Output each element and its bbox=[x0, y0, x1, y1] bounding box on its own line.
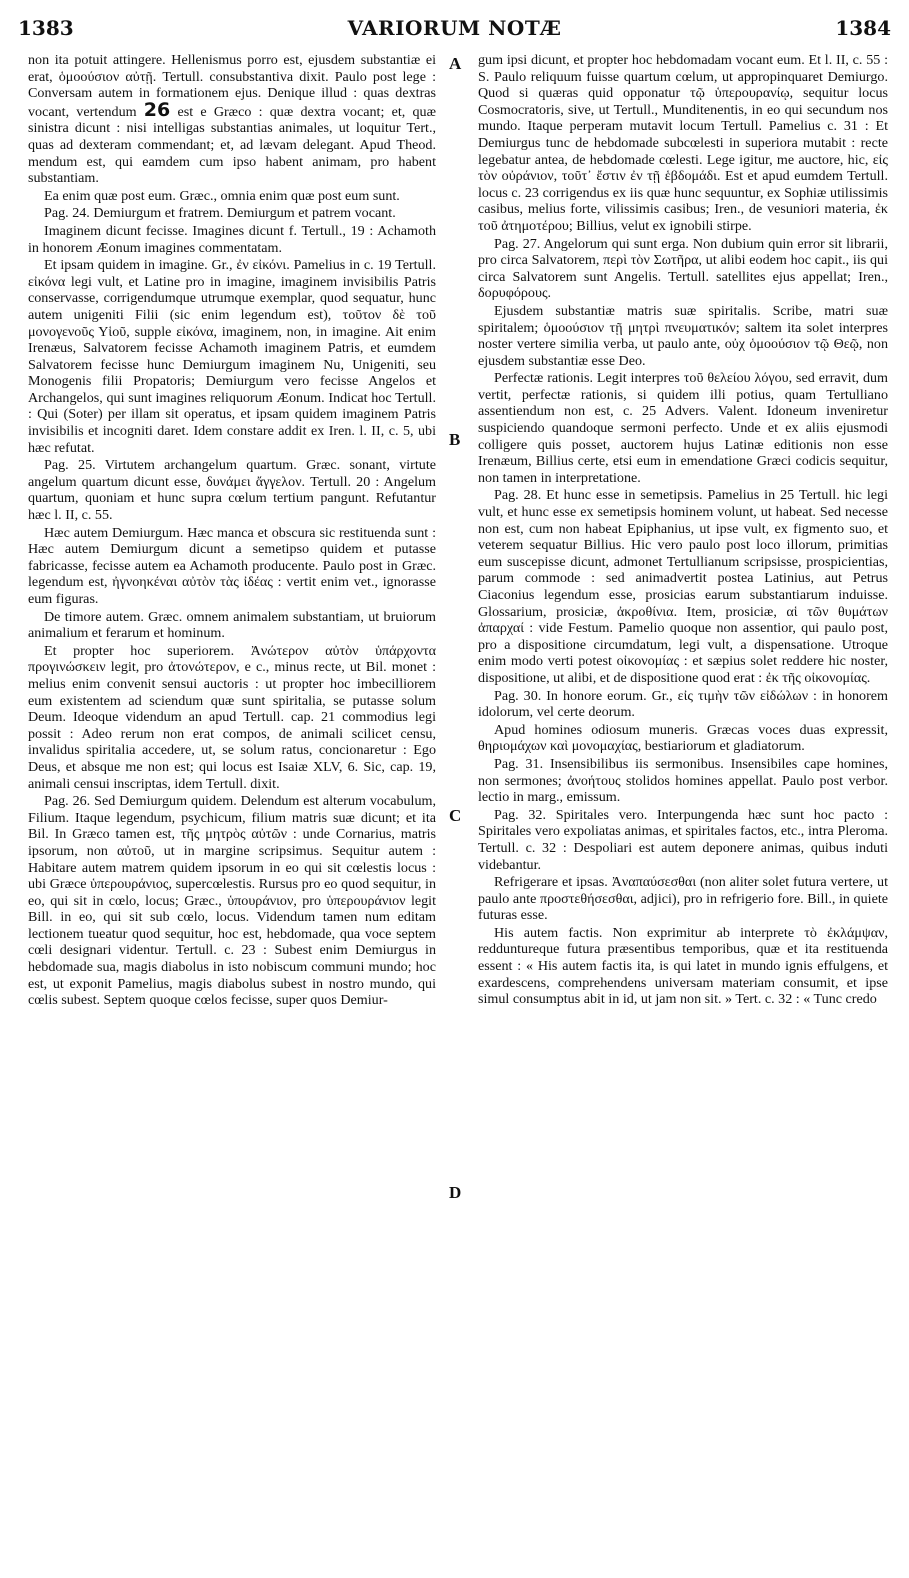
left-paragraph: Pag. 24. Demiurgum et fratrem. Demiurgum et patrem vocant. bbox=[44, 205, 396, 222]
right-paragraph: gum ipsi dicunt, et propter hoc hebdomadam vocant eum. Et l. II, c. 55 : S. Paulo reliquum fuisse quartum cœlum, ut appropinquaret Demiurgo. Quod si quæras quid opponatur τῷ ὑπερουρανίῳ, sequitur locus Cosmocratoris, sive, ut Tertull., Munditenentis, in eo qui secundum nos mundo. Itaque perperam mutavit locum Tertull. Pamelius c. 31 : Et Demiurgus tunc de hebdomade subcœlesti in superiora mutabit : recte legebatur antea, de hebdomade cœlesti. Lege igitur, me auctore, hic, εἰς τὸν οὐράνιον, τοῦτ᾽ ἔστιν ἐν τῇ ἑβδομάδι. Est et apud eumdem Tertull. locus c. 23 corrigendus ex iis quæ hunc sequuntur, ex Sophiæ utilissimis casibus, melius forte, vilissimis casibus; Iren., de vesuniori materia, ἐκ τοῦ ἀτημοτέρου; Billius, velut ex ignobili stirpe. bbox=[478, 52, 888, 234]
right-paragraph: Pag. 30. In honore eorum. Gr., εἰς τιμὴν τῶν εἰδώλων : in honorem idolorum, vel certe deorum. bbox=[478, 687, 888, 721]
running-title: VARIORUM NOTÆ bbox=[347, 16, 562, 40]
inline-figure-number: 26 bbox=[143, 98, 171, 121]
left-paragraph: Imaginem dicunt fecisse. Imagines dicunt f. Tertull., 19 : Achamoth in honorem Æonum imagines commentatam. bbox=[28, 222, 436, 256]
right-paragraph: Refrigerare et ipsas. Ἀναπαύσεσθαι (non aliter solet futura vertere, ut paulo ante προστεθήσεσθαι, adjici), pro in refrigerio fore. Bill., in quiete futuras esse. bbox=[478, 874, 888, 924]
right-paragraph: Pag. 32. Spiritales vero. Interpungenda hæc sunt hoc pacto : Spiritales vero expoliatas animas, et spiritales factos, etc., intra Pleroma. Tertull. c. 32 : Despoliari est autem deponere animas, quibus induti videbantur. bbox=[478, 806, 888, 873]
right-paragraph: Pag. 27. Angelorum qui sunt erga. Non dubium quin error sit librarii, pro circa Salvatorem, περὶ τὸν Σωτῆρα, ut alibi eodem hoc capit., iis qui circa Salvatorem sunt Angelis. Tertull. satellites ejus appellat; Iren., δορυφόρους. bbox=[478, 235, 888, 302]
left-paragraph: Et ipsam quidem in imagine. Gr., ἐν εἰκόνι. Pamelius in c. 19 Tertull. εἰκόνα legi vult, et Latine pro in imagine, imaginem invisibilis Patris conservasse, corrigendumque utrumque exemplar, quod sequatur, hunc autem unigeniti Filii (sic enim legendum est), τοῦτον δὲ τοῦ μονογενοῦς Υἱοῦ, supple εἰκόνα, imaginem, non, in imagine. Ait enim Irenæus, Salvatorem fecisse Achamoth imaginem Patris, et eumdem Salvatorem fecisse hunc Demiurgum imaginem Nu, Unigeniti, seu Monogenis filii Propatoris; Demiurgum vero fecisse Angelos et Archangelos, qui sunt imagines reliquorum Æonum. Indicat hoc Tertull. : Qui (Soter) per illam sit operatus, et ipsam quidem imaginem Patris invisibilis et incogniti daret. Idem constare addit ex Iren. l. II, c. 5, ubi hæc refutat. bbox=[28, 257, 436, 456]
left-paragraph: est e Græco : quæ dextra vocant; et, quæ sinistra dicunt : nisi intelligas substantias animales, ut loquitur Tert., quas ad dexteram commendant; et, ad lævam delegant. Apud Theod. mendum est, qui eamdem cum ipso habent animam, pro habent substantiam. bbox=[28, 103, 436, 187]
right-paragraph: Perfectæ rationis. Legit interpres τοῦ θελείου λόγου, sed erravit, dum vertit, perfectæ rationis, si quidem illi potius, quam Tertulliano assentiendum non est, c. 25 Advers. Valent. Idoneum inveniretur suspiciendo quandoque sermoni perfecto. Unde et ex aliis ejusmodi colligere quis posset, auctorem hujus Latinæ editionis non esse Irenæum, Billius certe, etsi eum in emendatione Græci codicis sequitur, non tamen in interpretatione. bbox=[478, 370, 888, 486]
right-column bbox=[478, 52, 888, 1562]
left-column bbox=[28, 52, 436, 1562]
left-paragraph: Pag. 25. Virtutem archangelum quartum. Græc. sonant, virtute angelum quartum dicunt esse, δυνάμει ἄγγελον. Tertull. 20 : Angelum quartum, quoniam et hunc supra cœlum tertium pangunt. Refutantur hæc l. II, c. 55. bbox=[28, 457, 436, 524]
margin-letter-d: D bbox=[449, 1183, 462, 1202]
right-paragraph: Pag. 28. Et hunc esse in semetipsis. Pamelius in 25 Tertull. hic legi vult, et hunc esse ex semetipsis hominem volunt, ut habeat. Sed necesse non est, cum non habeat Epiphanius, ut ipse vult, ex figmento suo, et veterem sequatur Billius. Hic vero paulo post loco illorum, primitias eum suscepisse dicunt, admonet Tertullianum scripsisse, prospicientias, parum commode : sed animadvertit postea Latinius, aut Petrus Ciaconius legendum esse, prosicias earum substantiarum induisse. Glossarium, prosiciæ, ἀκροθίνια. Item, prosiciæ, αἱ τῶν θυμάτων ἀπαρχαί : vide Festum. Pamelio quoque non assentior, qui paulo post, pro a dispositione circumdatum, legi vult, a dispensatione. Utroque enim modo verti potest οἰκονομίας : et sæpius solet reddere hic noster, dispositione, ut alibi, et de dispositione quod erat : ἐκ τῆς οἰκονομίας. bbox=[478, 487, 888, 686]
left-paragraph: Et propter hoc superiorem. Ἀνώτερον αὐτὸν ὑπάρχοντα προγινώσκειν legit, pro ἀτονώτερον, e c., minus recte, ut Bil. monet : melius enim convenit sensui auctoris : ut propter hoc imbecilliorem eum existentem ad sciendum quæ sunt spiritalia, se putasse solum Deum. Ideoque videndum an apud Tertull. cap. 21 commodius legi possit : Adeo rerum non erat compos, de animali scilicet censu, invalidus spiritalia accedere, ut, se solum ratus, concionaretur : Ego Deus, et absque me non est; qui locus est Isaiæ XLV, 6. Sic, cap. 19, animali censui inscriptas, idem Tertull. dixit. bbox=[28, 642, 436, 792]
running-header bbox=[18, 12, 891, 46]
left-paragraph: Hæc autem Demiurgum. Hæc manca et obscura sic restituenda sunt : Hæc autem Demiurgum dicunt a semetipso quidem et putasse fabricasse, fecisse autem ea Achamoth producente. Paulo post in Græc. legendum est, ἠγνοηκέναι αὐτὸν τὰς ἰδέας : vertit enim vet., ignorasse eum figuras. bbox=[28, 524, 436, 607]
left-paragraph: non ita potuit attingere. Hellenismus porro est, ejusdem substantiæ ei erat, ὁμοούσιον αὐτῇ. Tertull. consubstantiva dixit. Paulo post lege : Conversam autem in formationem ejus. Denique illud : quas dextras vocant, vertendum 26 est e Græco : quæ dextra vocant; et, quæ sinistra dicunt : nisi intelligas substantias animales, ut loquitur Tert., quas ad dexteram commendant; et, ad lævam delegant. Apud Theod. mendum est, qui eamdem cum ipso habent animam, pro habent substantiam. bbox=[28, 52, 436, 187]
right-paragraph: Apud homines odiosum muneris. Græcas voces duas expressit, θηριομάχων καὶ μονομαχίας, bestiariorum et gladiatorum. bbox=[478, 721, 888, 755]
right-paragraph: Pag. 31. Insensibilibus iis sermonibus. Insensibiles cape homines, non sermones; ἀνοήτους stolidos homines appellat. Paulo post verbor. lectio in marg., emissum. bbox=[478, 755, 888, 806]
page-number-right: 1384 bbox=[835, 16, 891, 40]
page-number-left: 1383 bbox=[18, 16, 74, 40]
margin-letter-c: C bbox=[449, 806, 462, 825]
margin-letter-b: B bbox=[449, 430, 461, 449]
right-paragraph: Ejusdem substantiæ matris suæ spiritalis. Scribe, matri suæ spiritalem; ὁμοούσιον τῇ μητρὶ πνευματικόν; saltem ita solet interpres noster vertere similia verba, ut paulo ante, οὐχ ὁμοούσιον τῷ Θεῷ, non ejusdem substantiæ esse Deo. bbox=[478, 302, 888, 369]
left-paragraph: Pag. 26. Sed Demiurgum quidem. Delendum est alterum vocabulum, Filium. Itaque legendum, psychicum, filium matris suæ dicunt; et ita Bil. In Græco tamen est, τῆς μητρὸς αὐτῶν : unde Cornarius, matris ipsorum, non αὐτοῦ, ut in margine scripsimus. Sequitur autem : Habitare autem matrem quidem ipsorum in eo qui sit cœlestis locus : ubi Græce ὑπερουράνιος, supercœlestis. Rursus pro eo quod sequitur, in eo, qui sit in cœlo, locus; Græc., ὑπουράνιον, pro ὑπερουράνιον legit Bill. in eo, qui sit sub cœlo, locus. Videndum tamen num editam lectionem tueatur quod sequitur, hoc est, hebdomade, qua voce septem cœli designari videntur. Tertull. c. 23 : Subest enim Demiurgus in hebdomade sua, magis diabolus in isto nobiscum communi mundo; hoc est, ut exponit Pamelius, magis diabolus subest in nostro mundo, qui cœlis subest. Septem quoque cœlos fecisse, super quos Demiur- bbox=[28, 793, 436, 1009]
left-paragraph: De timore autem. Græc. omnem animalem substantiam, ut bruiorum animalium et ferarum et hominum. bbox=[28, 608, 436, 642]
right-paragraph: His autem factis. Non exprimitur ab interprete τὸ ἐκλάμψαν, redduntureque futura præsentibus temporibus, quæ et ita restituenda essent : « His autem factis ita, is qui latet in mundo ignis effulgens, et exardescens, comprehendens universam materiam consumit, et ipse simul consumptus abit in id, ut jam non sit. » Tert. c. 32 : « Tunc credo bbox=[478, 924, 888, 1008]
margin-letter-a: A bbox=[449, 54, 462, 73]
left-paragraph: Ea enim quæ post eum. Græc., omnia enim quæ post eum sunt. bbox=[44, 187, 400, 204]
